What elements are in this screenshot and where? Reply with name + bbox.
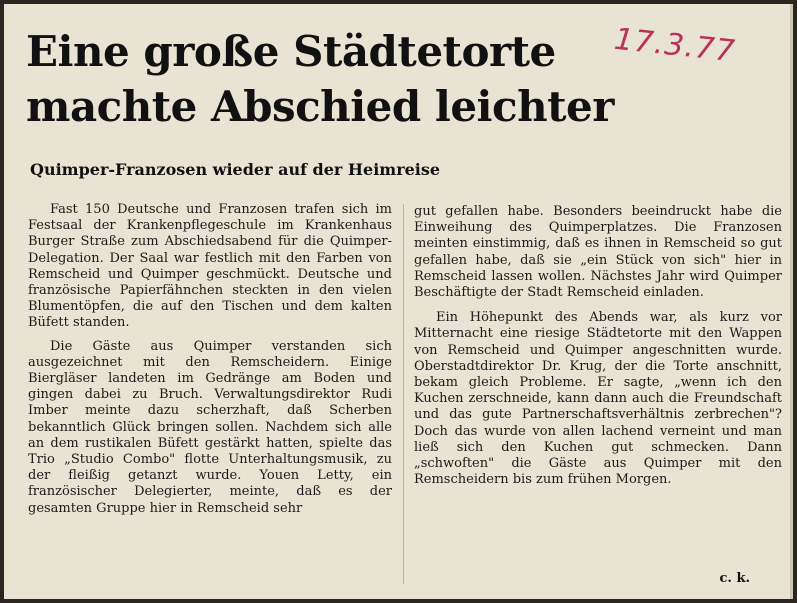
article-column-left [28, 202, 392, 517]
paragraph: Ein Höhepunkt des Abends war, als kurz vor Mitternacht eine riesige Städtetorte mit den Wappen von Remscheid und Quimper angeschnitten wurde. Oberstadtdirektor Dr. Krug, der die Torte anschnitt, bekam gleich Probleme. Er sagte, „wenn ich den Kuchen zerschneide, kann dann auch die Freundschaft und das gute Partnerschaftsverhältnis zerbrechen"? Doch das wurde von allen lachend verneint und man ließ sich den Kuchen gut schmecken. Dann „schwoften" die Gäste aus Quimper mit den Remscheidern bis zum frühen Morgen. [414, 310, 782, 488]
column-divider [403, 204, 404, 584]
subheadline: Quimper-Franzosen wieder auf der Heimreise [30, 160, 441, 179]
paragraph: Fast 150 Deutsche und Franzosen trafen sich im Festsaal der Krankenpflegeschule im Krankenhaus Burger Straße zum Abschiedsabend für die Quimper-Delegation. Der Saal war festlich mit den Farben von Remscheid und Quimper geschmückt. Deutsche und französische Papierfähnchen steckten in den vielen Blumentöpfen, die auf den Tischen und dem kalten Büfett standen. [28, 202, 392, 331]
handwritten-date: 17.3.77 [612, 21, 738, 70]
headline-line-2: machte Abschied leichter [26, 82, 614, 131]
headline [26, 24, 666, 134]
headline-line-1: Eine große Städtetorte [26, 27, 556, 76]
author-signature: c. k. [719, 571, 750, 586]
paragraph: gut gefallen habe. Besonders beeindruckt habe die Einweihung des Quimperplatzes. Die Franzosen meinten einstimmig, daß es ihnen in Remscheid so gut gefallen habe, daß sie „ein Stück von sich" hier in Remscheid lassen wollen. Nächstes Jahr wird Quimper Beschäftigte der Stadt Remscheid einladen. [414, 204, 782, 301]
paragraph: Die Gäste aus Quimper verstanden sich ausgezeichnet mit den Remscheidern. Einige Biergläser landeten im Gedränge am Boden und gingen dabei zu Bruch. Verwaltungsdirektor Rudi Imber meinte dazu scherzhaft, daß Scherben bekanntlich Glück bringen sollen. Nachdem sich alle an dem rustikalen Büfett gestärkt hatten, spielte das Trio „Studio Combo" flotte Unterhaltungsmusik, zu der fleißig getanzt wurde. Youen Letty, ein französischer Delegierter, meinte, daß es der gesamten Gruppe hier in Remscheid sehr [28, 338, 392, 516]
article-column-right [414, 204, 782, 488]
newspaper-clipping [4, 4, 793, 599]
